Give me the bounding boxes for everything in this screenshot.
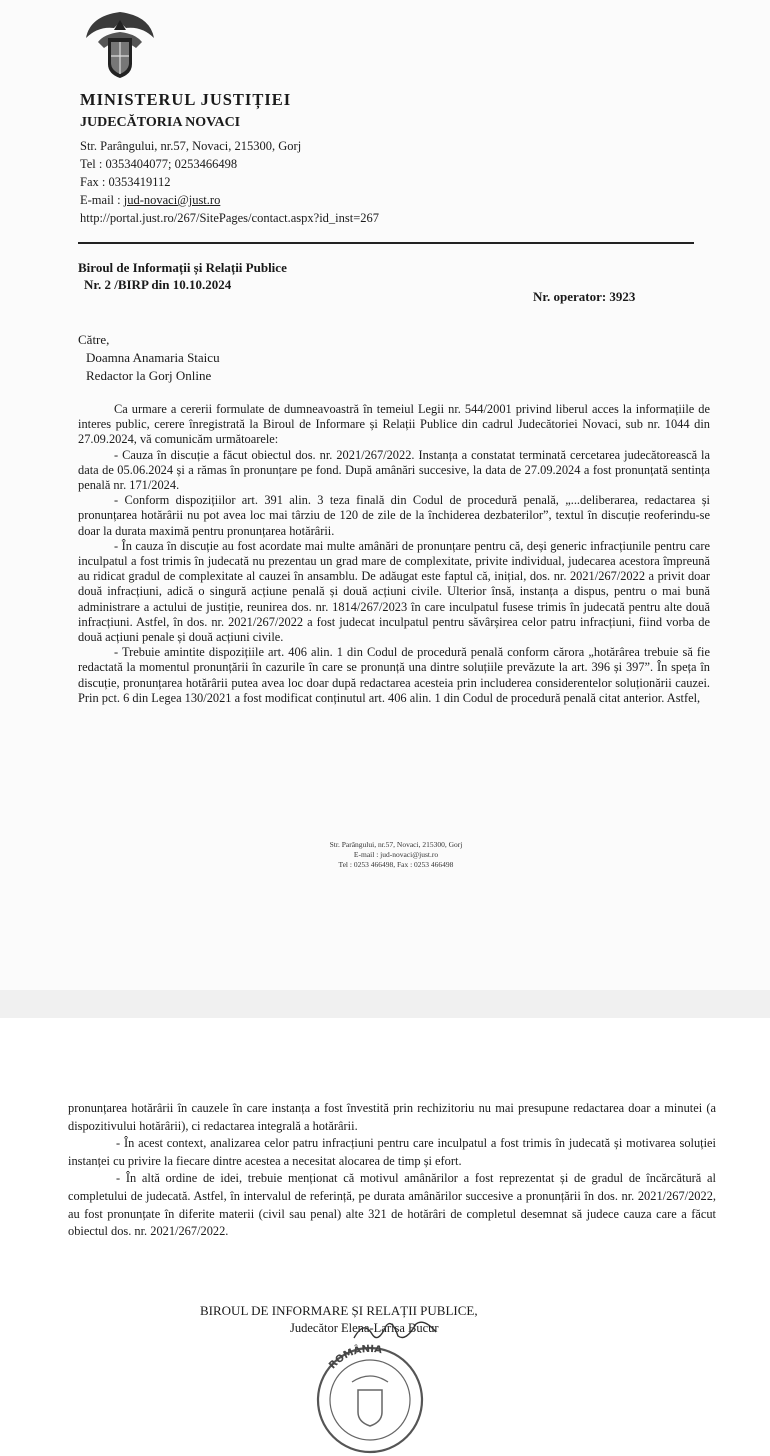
paragraph: - Trebuie amintite dispozițiile art. 406 alin. 1 din Codul de procedură penală conform cărora „hotărârea trebuie să fie redactată la momentul pronunțării în cazurile în care se pronunță una dintre soluțiile prevăzute la art. 396 și 397”. În speța în discuție, pronunțarea hotărârii putea avea loc doar după redactarea acesteia prin includerea considerentelor soluționării cauzei. Prin pct. 6 din Legea 130/2021 a fost modificat conținutul art. 406 alin. 1 din Codul de procedură penală citat anterior. Astfel, [78,645,710,705]
footer-phone: Tel : 0253 466498, Fax : 0253 466498 [338,860,454,869]
signatory-name: Judecător Elena-Larisa Bucur [290,1321,439,1335]
letter-body-page-1 [78,402,710,706]
court-fax: Fax : 0353419112 [80,175,171,189]
paragraph: - Cauza în discuție a făcut obiectul dos. nr. 2021/267/2022. Instanța a constatat terminată cercetarea judecătorească la data de 05.06.2024 și a rămas în pronunțare pe fond. După amânări succesive, la data de 27.09.2024 a fost pronunțată sentința penală nr. 171/2024. [78,447,710,493]
recipient-role: Redactor la Gorj Online [86,368,212,383]
paragraph: - În acest context, analizarea celor patru infracțiuni pentru care inculpatul a fost trimis în judecată și motivarea soluției instanței cu privire la fiecare dintre acestea a necesitat alocarea de timp și efort. [68,1136,716,1168]
paragraph: - În cauza în discuție au fost acordate mai multe amânări de pronunțare pentru că, deși generic infracțiunile pentru care inculpatul a fost trimis în judecată nu prezentau un grad mare de complexitate, privite individual, judecarea acestora împreună au ridicat gradul de complexitate al cauzei în ansamblu. De adăugat este faptul că, inițial, dos. nr. 2021/267/2022 a privit doar două infracțiuni, adică o singură acțiune penală și două acțiuni civile. Ulterior însă, instanța a dispus, pentru o mai bună administrare a actului de justiție, reunirea dos. nr. 1814/267/2023 în care inculpatul fusese trimis în judecată pentru alte două infracțiuni. Astfel, în dos. nr. 2021/267/2022 a fost judecat inculpatul pentru săvârșirea celor patru infracțiuni, fiind vorba de două acțiuni penale și două acțiuni civile. [78,538,710,645]
court-phone: Tel : 0353404077; 0253466498 [80,157,238,171]
court-email-line [80,193,220,208]
footer-address: Str. Parângului, nr.57, Novaci, 215300, Gorj [329,840,463,849]
paragraph: - Conform dispozițiilor art. 391 alin. 3 teza finală din Codul de procedură penală, „...deliberarea, redactarea și pronunțarea hotărârii nu pot avea loc mai târziu de 120 de zile de la închiderea dezbaterilor”, textul în discuție reoferindu-se doar la durata maximă pentru pronunțarea hotărârii. [78,493,710,538]
operator-number: Nr. operator: 3923 [533,289,636,304]
signature-title: BIROUL DE INFORMARE ȘI RELAȚII PUBLICE, [200,1303,478,1318]
paragraph: Ca urmare a cererii formulate de dumneavoastră în temeiul Legii nr. 544/2001 privind liberul acces la informațiile de interes public, cerere înregistrată la Biroul de Informare și Relații Publice din cadrul Judecătoriei Novaci, sub nr. 1044 din 27.09.2024, vă comunicăm următoarele: [78,402,710,447]
ministry-name: MINISTERUL JUSTIȚIEI [80,90,292,109]
page-footer [296,840,496,870]
stamp-text: ROMÂNIA [327,1343,383,1372]
coat-of-arms-logo [80,8,160,80]
court-address: Str. Parângului, nr.57, Novaci, 215300, Gorj [80,139,302,153]
department-name: Biroul de Informații și Relații Publice [78,260,287,275]
svg-text:ROMÂNIA [327,1343,383,1372]
email-label: E-mail : [80,193,124,207]
paragraph: - În altă ordine de idei, trebuie menționat că motivul amânărilor a fost reprezentat și de gradul de încărcătură al completului de judecată. Astfel, în intervalul de referință, pe durata amânărilor succesive a pronunțării în dos. nr. 2021/267/2022, au fost pronunțate în diferite materii (civil sau penal) alte 321 de hotărâri de completul desemnat să judece cauza care a făcut obiectul dos. nr. 2021/267/2022. [68,1171,716,1239]
recipient-salutation: Către, [78,332,110,347]
footer-email: E-mail : jud-novaci@just.ro [353,850,439,859]
header-divider [78,242,694,244]
court-name: JUDECĂTORIA NOVACI [80,115,241,130]
court-website-link[interactable]: http://portal.just.ro/267/SitePages/contact.aspx?id_inst=267 [80,211,380,225]
document-number: Nr. 2 /BIRP din 10.10.2024 [84,277,232,292]
page-break [0,990,770,1018]
official-stamp [300,1330,440,1456]
paragraph: pronunțarea hotărârii în cauzele în care instanța a fost învestită prin rechizitoriu nu mai presupune redactarea doar a minutei (a dispozitivului hotărârii), ci redactarea integrală a hotărârii. [68,1101,716,1133]
letter-body-page-2 [68,1100,716,1241]
email-link[interactable]: jud-novaci@just.ro [123,193,221,207]
recipient-name: Doamna Anamaria Staicu [86,350,220,365]
